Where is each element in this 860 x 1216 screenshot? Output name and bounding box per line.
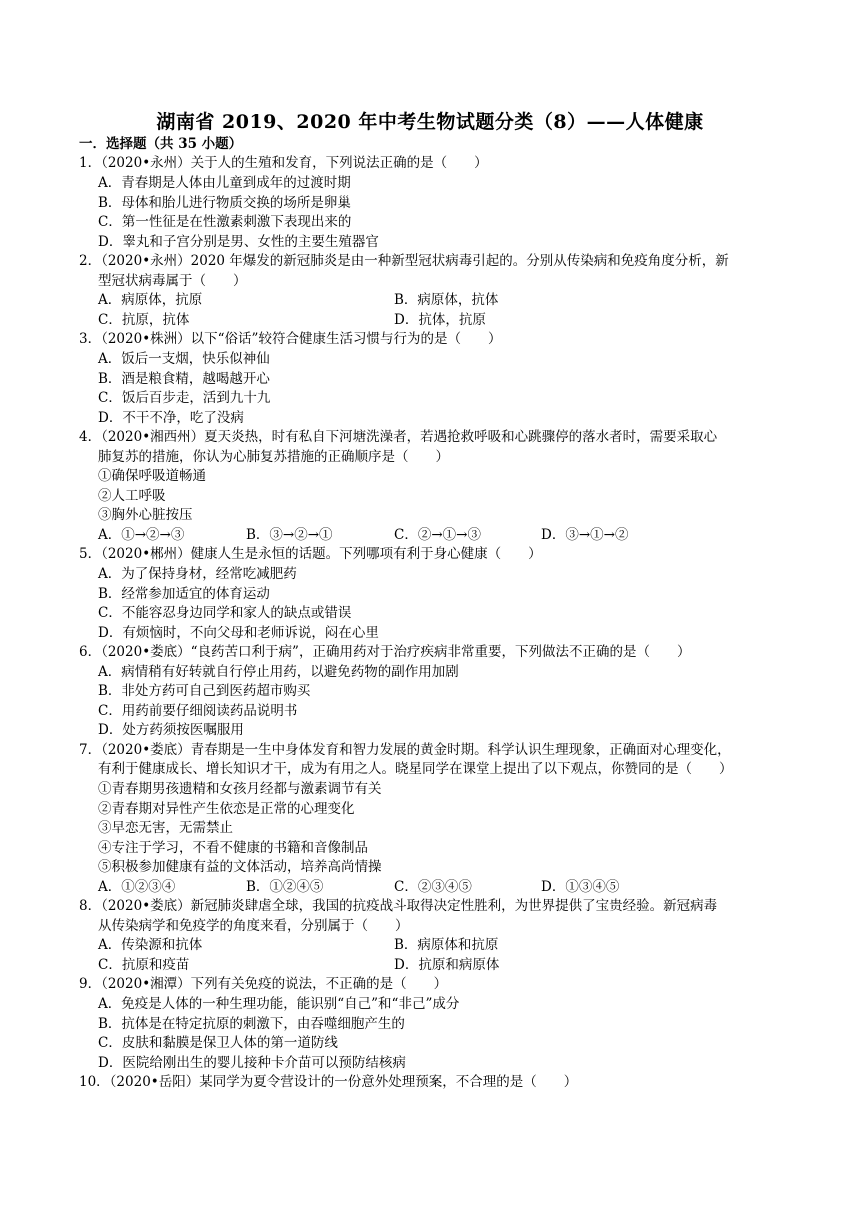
option-c: C．②→①→③ [394, 527, 481, 543]
option-d: D．医院给刚出生的婴儿接种卡介苗可以预防结核病 [98, 1055, 406, 1071]
option-a: A．免疫是人体的一种生理功能，能识别“自己”和“非己”成分 [98, 996, 460, 1012]
option-b: B．①②④⑤ [246, 879, 324, 895]
option-d: D．处方药须按医嘱服用 [98, 722, 244, 738]
option-c: C．不能容忍身边同学和家人的缺点或错误 [98, 605, 352, 621]
option-b: B．③→②→① [246, 527, 333, 543]
option-a: A．青春期是人体由儿童到成年的过渡时期 [98, 175, 351, 191]
option-a: A．为了保持身材，经常吃减肥药 [98, 566, 297, 582]
statement-2: ②人工呼吸 [98, 488, 166, 504]
question-text: 10．（2020•岳阳）某同学为夏令营设计的一份意外处理预案，不合理的是（ ） [79, 1074, 578, 1090]
question-text: 1．（2020•永州）关于人的生殖和发育，下列说法正确的是（ ） [79, 155, 488, 171]
option-d: D．①③④⑤ [541, 879, 620, 895]
option-d: D．有烦恼时，不向父母和老师诉说，闷在心里 [98, 625, 379, 641]
section-heading: 一．选择题（共 35 小题） [79, 136, 243, 152]
option-c: C．抗原和疫苗 [98, 957, 190, 973]
option-a: A．病情稍有好转就自行停止用药，以避免药物的副作用加剧 [98, 664, 459, 680]
option-c: C．用药前要仔细阅读药品说明书 [98, 703, 298, 719]
option-d: D．不干不净，吃了没病 [98, 410, 244, 426]
option-d: D．抗原和病原体 [394, 957, 500, 973]
question-text-cont: 型冠状病毒属于（ ） [98, 273, 247, 289]
page-title: 湖南省 2019、2020 年中考生物试题分类（8）——人体健康 [156, 111, 704, 133]
option-a: A．传染源和抗体 [98, 937, 203, 953]
option-c: C．第一性征是在性激素刺激下表现出来的 [98, 214, 352, 230]
option-d: D．③→①→② [541, 527, 629, 543]
question-text: 5．（2020•郴州）健康人生是永恒的话题。下列哪项有利于身心健康（ ） [79, 546, 542, 562]
question-text: 7．（2020•娄底）青春期是一生中身体发育和智力发展的黄金时期。科学认识生理现象，正确面对心理变化， [79, 742, 731, 758]
option-a: A．①→②→③ [98, 527, 185, 543]
statement-4: ④专注于学习，不看不健康的书籍和音像制品 [98, 840, 368, 856]
question-text-cont: 肺复苏的措施，你认为心肺复苏措施的正确顺序是（ ） [98, 449, 449, 465]
option-b: B．抗体是在特定抗原的刺激下，由吞噬细胞产生的 [98, 1016, 405, 1032]
question-text: 2．（2020•永州）2020 年爆发的新冠肺炎是由一种新型冠状病毒引起的。分别从传染病和免疫角度分析，新 [79, 253, 729, 269]
option-c: C．皮肤和黏膜是保卫人体的第一道防线 [98, 1035, 338, 1051]
option-b: B．病原体和抗原 [394, 937, 499, 953]
statement-3: ③胸外心脏按压 [98, 507, 193, 523]
statement-2: ②青春期对异性产生依恋是正常的心理变化 [98, 801, 355, 817]
question-text: 3．（2020•株洲）以下“俗话”较符合健康生活习惯与行为的是（ ） [79, 331, 502, 347]
question-text-cont: 有利于健康成长、增长知识才干，成为有用之人。晓星同学在课堂上提出了以下观点，你赞同的是（ ） [98, 761, 733, 777]
option-c: C．抗原，抗体 [98, 312, 190, 328]
option-b: B．经常参加适宜的体育运动 [98, 586, 270, 602]
question-text: 6．（2020•娄底）“良药苦口利于病”，正确用药对于治疗疾病非常重要，下列做法不正确的是（ ） [79, 644, 691, 660]
option-a: A．饭后一支烟，快乐似神仙 [98, 351, 270, 367]
option-c: C．②③④⑤ [394, 879, 472, 895]
option-b: B．母体和胎儿进行物质交换的场所是卵巢 [98, 195, 351, 211]
statement-3: ③早恋无害，无需禁止 [98, 820, 233, 836]
question-text: 4．（2020•湘西州）夏天炎热，时有私自下河塘洗澡者，若遇抢救呼吸和心跳骤停的落水者时，需要采取心 [79, 429, 718, 445]
statement-1: ①确保呼吸道畅通 [98, 468, 206, 484]
option-d: D．抗体，抗原 [394, 312, 486, 328]
option-b: B．酒是粮食精，越喝越开心 [98, 371, 270, 387]
option-b: B．病原体，抗体 [394, 292, 499, 308]
option-a: A．①②③④ [98, 879, 176, 895]
statement-1: ①青春期男孩遗精和女孩月经都与激素调节有关 [98, 781, 382, 797]
question-text-cont: 从传染病学和免疫学的角度来看，分别属于（ ） [98, 918, 409, 934]
statement-5: ⑤积极参加健康有益的文体活动，培养高尚情操 [98, 859, 382, 875]
option-c: C．饭后百步走，活到九十九 [98, 390, 271, 406]
option-a: A．病原体，抗原 [98, 292, 203, 308]
question-text: 9．（2020•湘潭）下列有关免疫的说法，不正确的是（ ） [79, 976, 448, 992]
option-b: B．非处方药可自己到医药超市购买 [98, 683, 311, 699]
option-d: D．睾丸和子宫分别是男、女性的主要生殖器官 [98, 234, 379, 250]
question-text: 8．（2020•娄底）新冠肺炎肆虐全球，我国的抗疫战斗取得决定性胜利，为世界提供了宝贵经验。新冠病毒 [79, 898, 718, 914]
